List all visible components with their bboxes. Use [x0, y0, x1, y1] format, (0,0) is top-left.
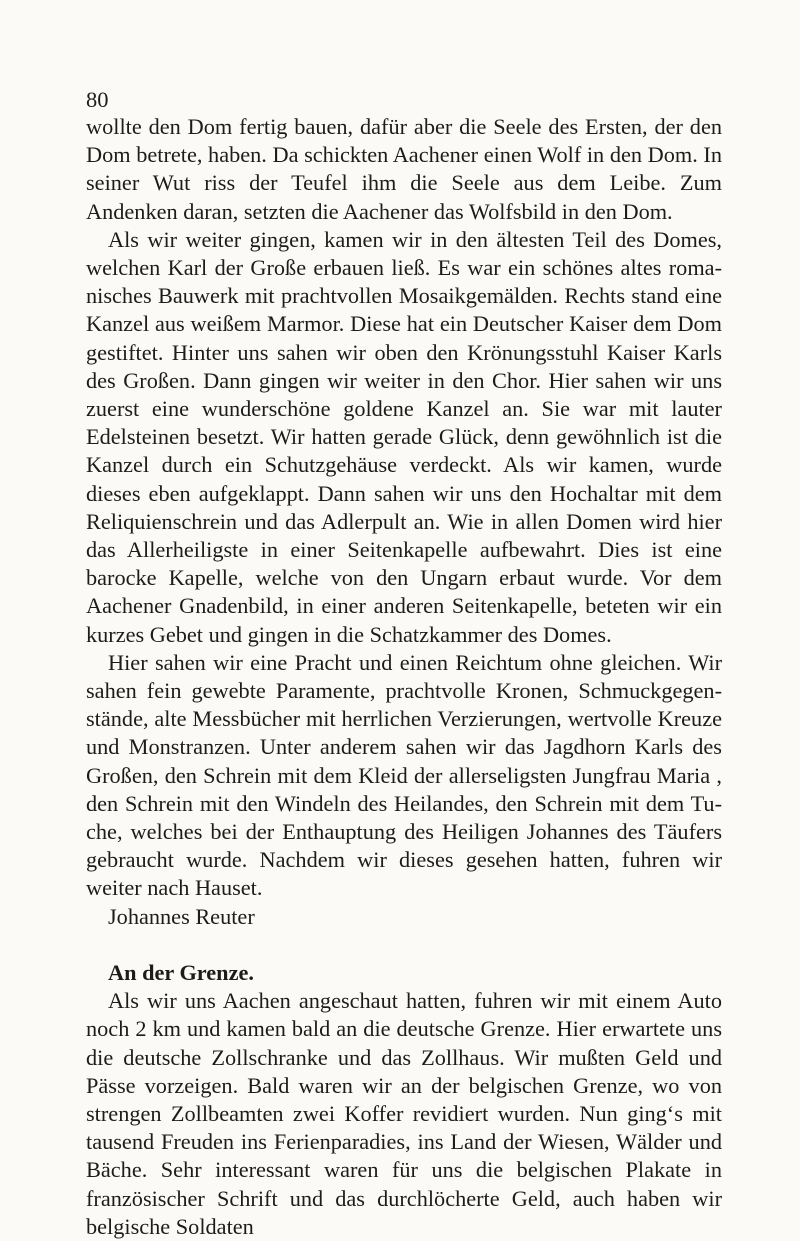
paragraph-border: Als wir uns Aachen angeschaut hatten, fuhren wir mit einem Auto noch 2 km und kamen bald an die deutsche Grenze. Hier erwartete uns die deutsche Zollschranke und das Zollhaus. Wir mußten Geld und Pässe vorzeigen. Bald waren wir an der belgischen Grenze, wo von strengen Zollbeamten zwei Koffer revidiert wurden. Nun ging‘s mit tausend Freuden ins Ferienparadies, ins Land der Wiesen, Wälder und Bäche. Sehr interessant waren für uns die belgischen Plakate in französischer Schrift und das durchlöcherte Geld, auch haben wir belgische Soldaten [86, 988, 722, 1239]
paragraph-continued: wollte den Dom fertig bauen, dafür aber die Seele des Ersten, der den Dom betrete, haben. Da schickten Aachener einen Wolf in den Dom. In seiner Wut riss der Teufel ihm die Seele aus dem Leibe. Zum Andenken daran, setzten die Aachener das Wolfsbild in den Dom. [86, 114, 722, 224]
paragraph-treasury: Hier sahen wir eine Pracht und einen Reichtum ohne gleichen. Wir sahen fein gewebte Paramente, prachtvolle Kronen, Schmuckgegenstände, alte Messbücher mit herrlichen Verzierungen, wertvolle Kreuze und Monstranzen. Unter anderem sahen wir das Jagdhorn Karls des Großen, den Schrein mit dem Kleid der allerseligsten Jungfrau Maria , den Schrein mit den Windeln des Heilandes, den Schrein mit dem Tuche, welches bei der Enthauptung des Heiligen Johannes des Täufers gebraucht wurde. Nachdem wir dieses gesehen hatten, fuhren wir weiter nach Hauset. [86, 649, 722, 901]
section-heading: An der Grenze. [108, 959, 254, 985]
body-text [86, 113, 722, 1241]
paragraph-cathedral: Als wir weiter gingen, kamen wir in den ältesten Teil des Domes, welchen Karl der Große erbauen ließ. Es war ein schönes altes romanisches Bauwerk mit prachtvollen Mosaikgemälden. Rechts stand eine Kanzel aus weißem Marmor. Diese hat ein Deutscher Kaiser dem Dom gestiftet. Hinter uns sahen wir oben den Krönungsstuhl Kaiser Karls des Großen. Dann gingen wir weiter in den Chor. Hier sahen wir uns zuerst eine wunderschöne goldene Kanzel an. Sie war mit lauter Edelsteinen besetzt. Wir hatten gerade Glück, denn gewöhnlich ist die Kanzel durch ein Schutzgehäuse verdeckt. Als wir kamen, wurde dieses eben aufgeklappt. Dann sahen wir uns den Hochaltar mit dem Reliquienschrein und das Adlerpult an. Wie in allen Domen wird hier das Allerheiligste in einer Seitenkapelle aufbewahrt. Dies ist eine barocke Kapelle, welche von den Ungarn erbaut wurde. Vor dem Aachener Gnadenbild, in einer anderen Seitenkapelle, beteten wir ein kurzes Gebet und gingen in die Schatzkammer des Domes. [86, 226, 722, 647]
page-number: 80 [86, 87, 109, 112]
author-signature: Johannes Reuter [108, 903, 255, 929]
